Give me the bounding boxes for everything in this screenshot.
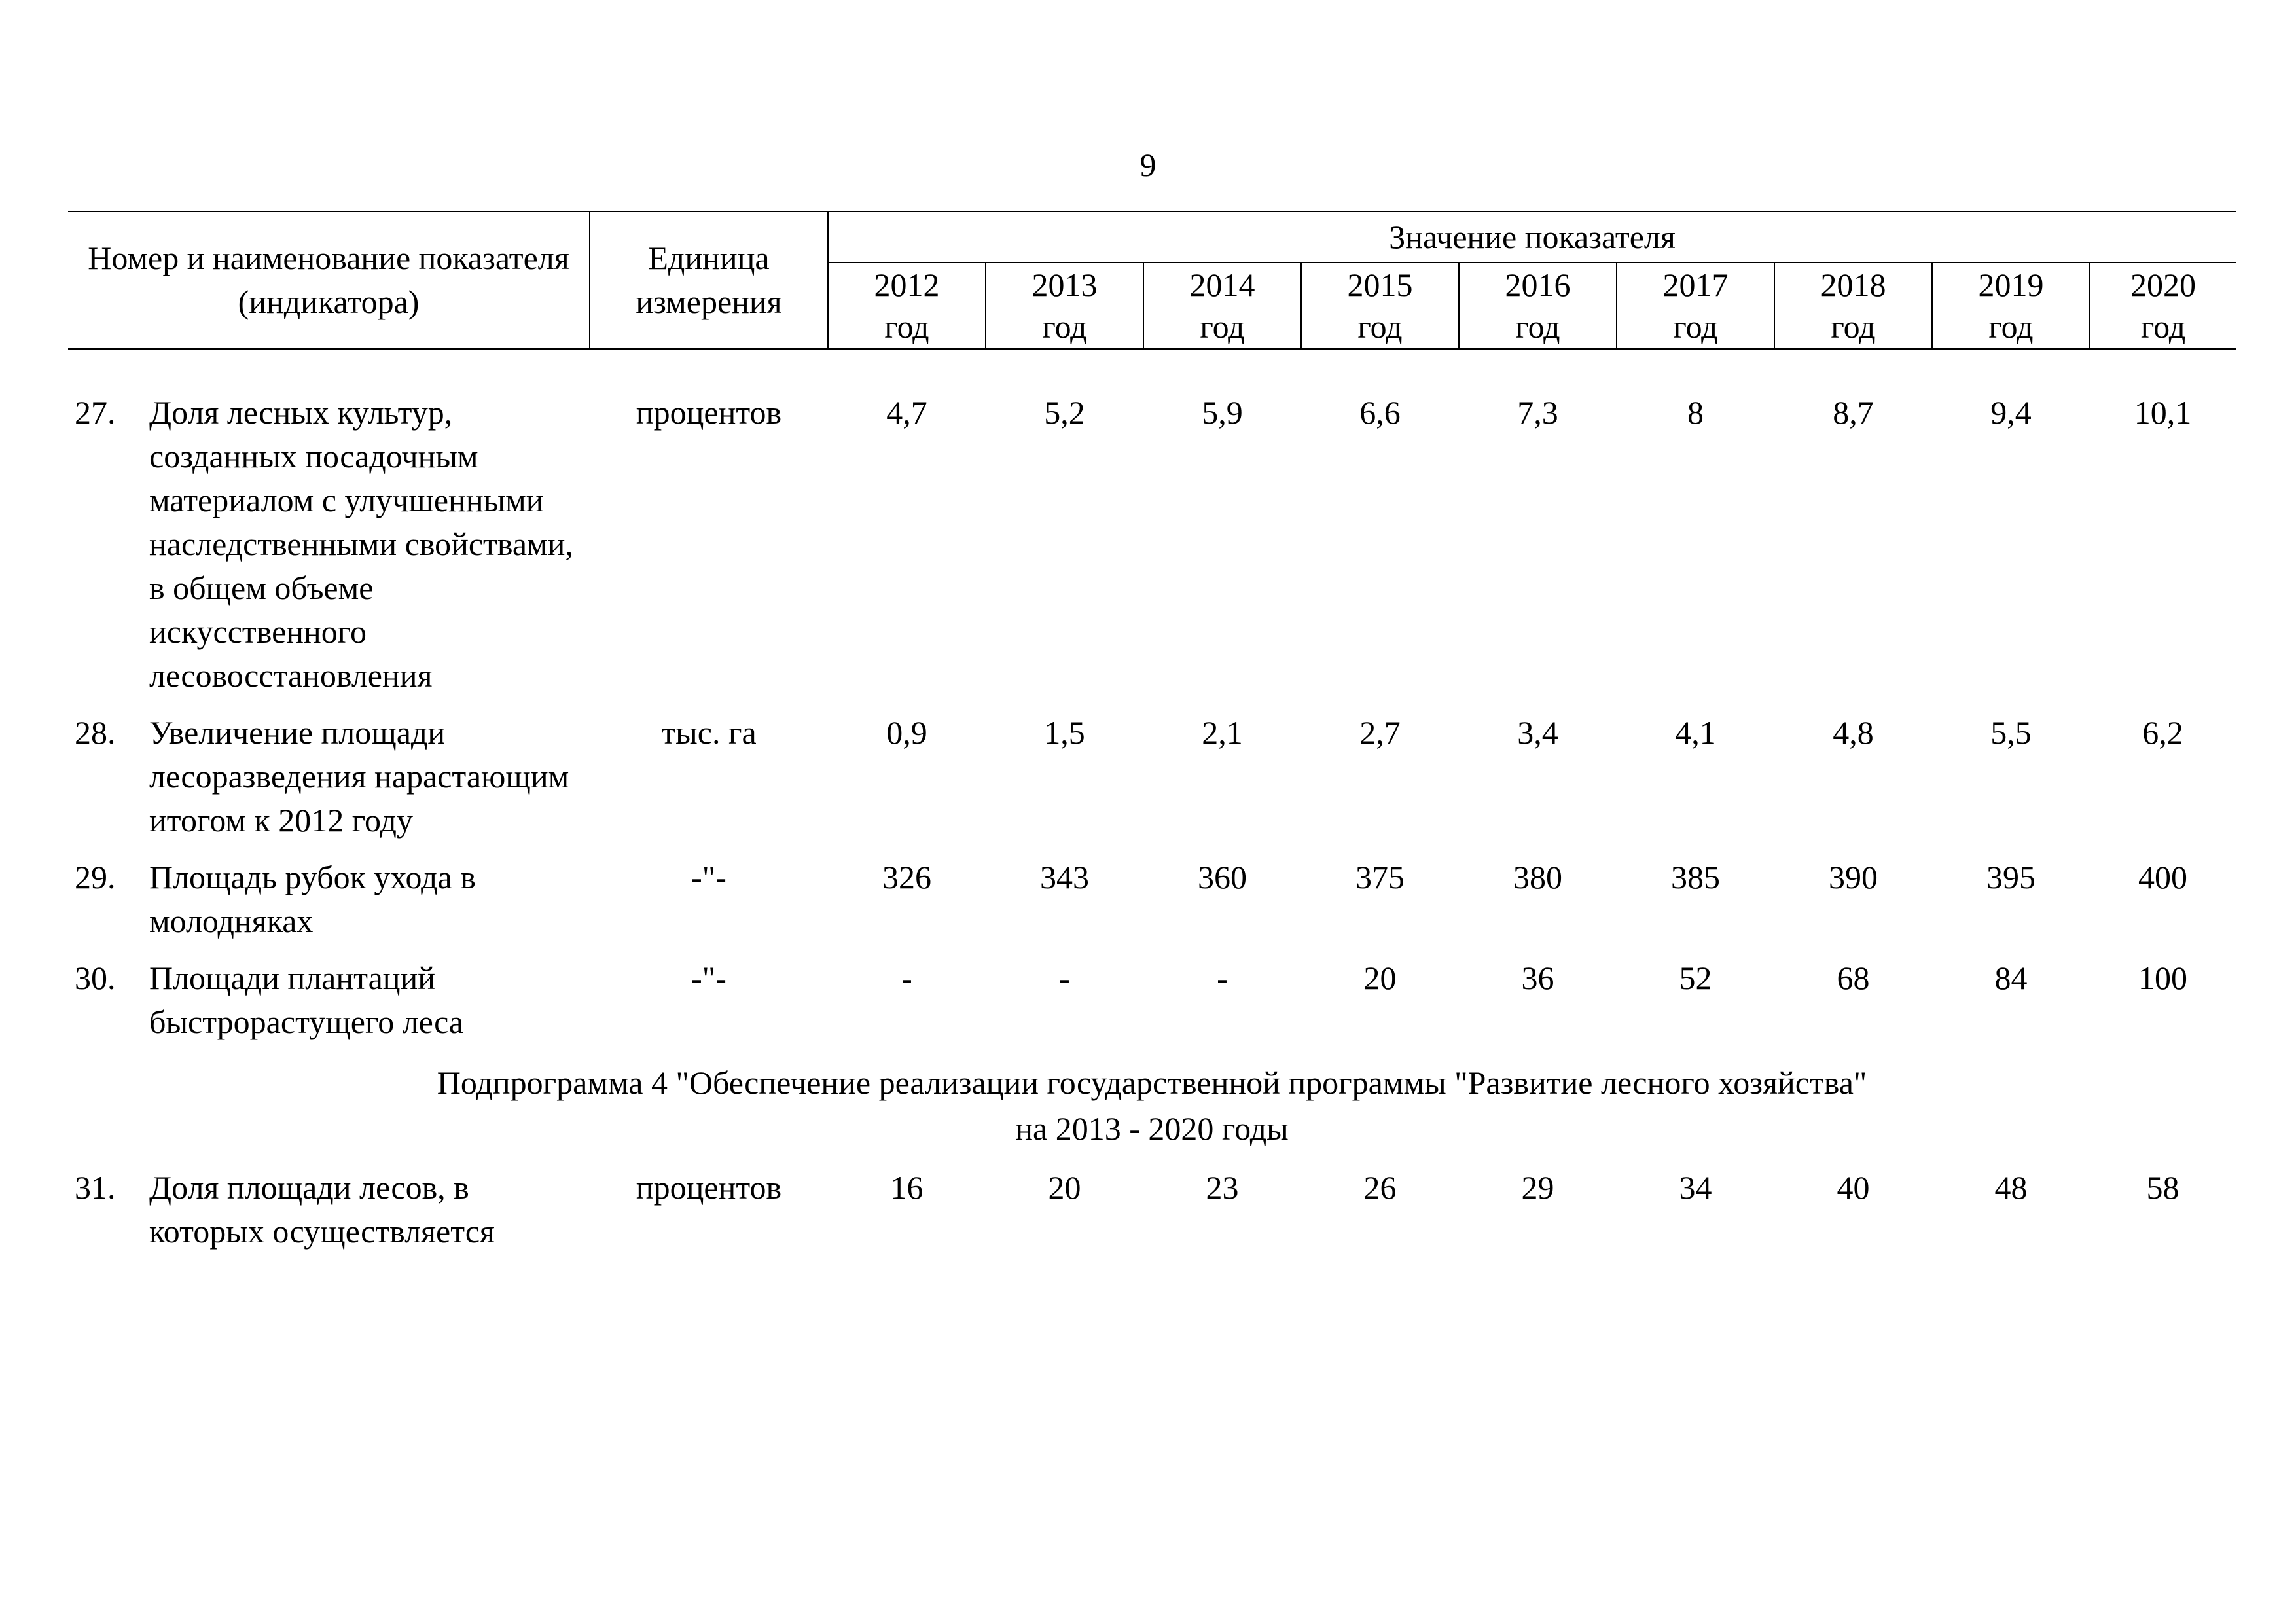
header-year-label: год [1831,308,1876,345]
header-values-group: Значение показателя [828,211,2236,262]
header-year-2012 [828,262,986,350]
indicator-value-2013: 20 [1048,1169,1081,1206]
indicators-table-wrap [68,211,2236,1267]
header-year-2018 [1774,262,1932,350]
indicator-value-2012: 4,7 [886,394,927,431]
header-year-value: 2013 [1031,266,1098,303]
header-year-label: год [1515,308,1560,345]
indicator-number: 27. [75,394,116,431]
indicator-number: 31. [75,1169,116,1206]
indicator-value-2018: 390 [1829,859,1878,895]
indicator-name: Площадь рубок ухода в молодняках [149,859,476,939]
indicator-value-2020: 10,1 [2134,394,2192,431]
indicator-value-2014: 23 [1206,1169,1239,1206]
indicator-value-2015: 6,6 [1359,394,1401,431]
indicator-value-2012: - [901,960,912,996]
indicator-value-2012: 326 [882,859,931,895]
indicator-unit: процентов [636,394,782,431]
header-year-value: 2016 [1505,266,1571,303]
header-year-2017 [1617,262,1774,350]
header-year-value: 2020 [2130,266,2197,303]
indicator-value-2014: 360 [1198,859,1247,895]
indicator-value-2017: 34 [1679,1169,1712,1206]
indicator-value-2014: 2,1 [1202,714,1243,751]
header-year-2013 [986,262,1143,350]
table-row [68,956,2236,1057]
indicator-value-2018: 40 [1837,1169,1870,1206]
indicator-value-2016: 380 [1513,859,1562,895]
indicator-name-cell [68,1166,590,1267]
header-year-label: год [1357,308,1403,345]
subprogram-heading [68,1057,2236,1166]
header-year-label: год [1988,308,2034,345]
subprogram-row [68,1057,2236,1166]
table-row [68,711,2236,856]
indicator-number: 30. [75,960,116,996]
indicator-name: Доля площади лесов, в которых осуществляется [149,1169,495,1250]
indicator-value-2017: 4,1 [1675,714,1716,751]
indicator-value-2020: 6,2 [2142,714,2183,751]
indicator-value-2015: 26 [1363,1169,1397,1206]
indicator-unit: процентов [636,1169,782,1206]
indicator-value-2020: 100 [2138,960,2188,996]
header-year-2015 [1301,262,1459,350]
indicator-name-cell [68,956,590,1057]
header-year-value: 2018 [1820,266,1886,303]
indicator-value-2019: 395 [1986,859,2036,895]
indicator-name-cell [68,856,590,956]
subprogram-title: Подпрограмма 4 "Обеспечение реализации государственной программы "Развитие лесного хозяйства" [437,1064,1867,1101]
indicator-value-2018: 68 [1837,960,1870,996]
header-year-label: год [1673,308,1718,345]
indicator-value-2012: 16 [890,1169,924,1206]
table-header [68,211,2236,350]
header-year-2016 [1459,262,1617,350]
header-year-value: 2017 [1662,266,1729,303]
table-row [68,856,2236,956]
indicator-value-2015: 2,7 [1359,714,1401,751]
header-year-2020 [2090,262,2236,350]
table-body [68,350,2236,1267]
header-year-value: 2019 [1978,266,2044,303]
table-row [68,1166,2236,1267]
header-name-column: Номер и наименование показателя (индикатора) [68,211,590,350]
indicator-number: 28. [75,714,116,751]
table-row [68,391,2236,711]
indicator-value-2013: 1,5 [1044,714,1085,751]
indicator-value-2018: 8,7 [1833,394,1874,431]
indicator-value-2017: 8 [1687,394,1704,431]
header-year-2019 [1932,262,2090,350]
header-year-label: год [884,308,929,345]
indicator-number: 29. [75,859,116,895]
header-year-value: 2015 [1347,266,1413,303]
header-year-label: год [1042,308,1087,345]
subprogram-period: на 2013 - 2020 годы [1015,1110,1289,1147]
indicators-table [68,211,2236,1267]
indicator-value-2013: 343 [1040,859,1089,895]
indicator-value-2020: 400 [2138,859,2188,895]
indicator-name: Площади плантаций быстрорастущего леса [149,960,464,1040]
indicator-value-2019: 48 [1994,1169,2028,1206]
header-year-value: 2014 [1189,266,1255,303]
indicator-value-2013: - [1059,960,1070,996]
indicator-value-2018: 4,8 [1833,714,1874,751]
indicator-value-2016: 29 [1521,1169,1554,1206]
indicator-name-cell [68,391,590,711]
indicator-value-2020: 58 [2146,1169,2179,1206]
header-year-value: 2012 [874,266,940,303]
indicator-value-2014: - [1217,960,1228,996]
indicator-name: Доля лесных культур, созданных посадочным материалом с улучшенными наследственными свойствами, в общем объеме искусственного лесовосстановления [149,394,573,694]
indicator-value-2012: 0,9 [886,714,927,751]
indicator-value-2019: 9,4 [1990,394,2032,431]
header-unit-column: Единица измерения [590,211,828,350]
indicator-unit: -"- [691,859,726,895]
indicator-unit: -"- [691,960,726,996]
indicator-value-2014: 5,9 [1202,394,1243,431]
indicator-value-2019: 5,5 [1990,714,2032,751]
indicator-value-2019: 84 [1994,960,2028,996]
indicator-name-cell [68,711,590,856]
indicator-value-2016: 7,3 [1517,394,1558,431]
indicator-value-2013: 5,2 [1044,394,1085,431]
indicator-value-2015: 375 [1355,859,1405,895]
indicator-name: Увеличение площади лесоразведения нарастающим итогом к 2012 году [149,714,569,839]
indicator-value-2016: 36 [1521,960,1554,996]
indicator-value-2017: 52 [1679,960,1712,996]
header-year-2014 [1143,262,1301,350]
indicator-value-2016: 3,4 [1517,714,1558,751]
indicator-value-2015: 20 [1363,960,1397,996]
page-number: 9 [1139,147,1157,183]
indicator-unit: тыс. га [661,714,757,751]
header-year-label: год [2140,308,2186,345]
indicator-value-2017: 385 [1671,859,1720,895]
header-year-label: год [1200,308,1245,345]
